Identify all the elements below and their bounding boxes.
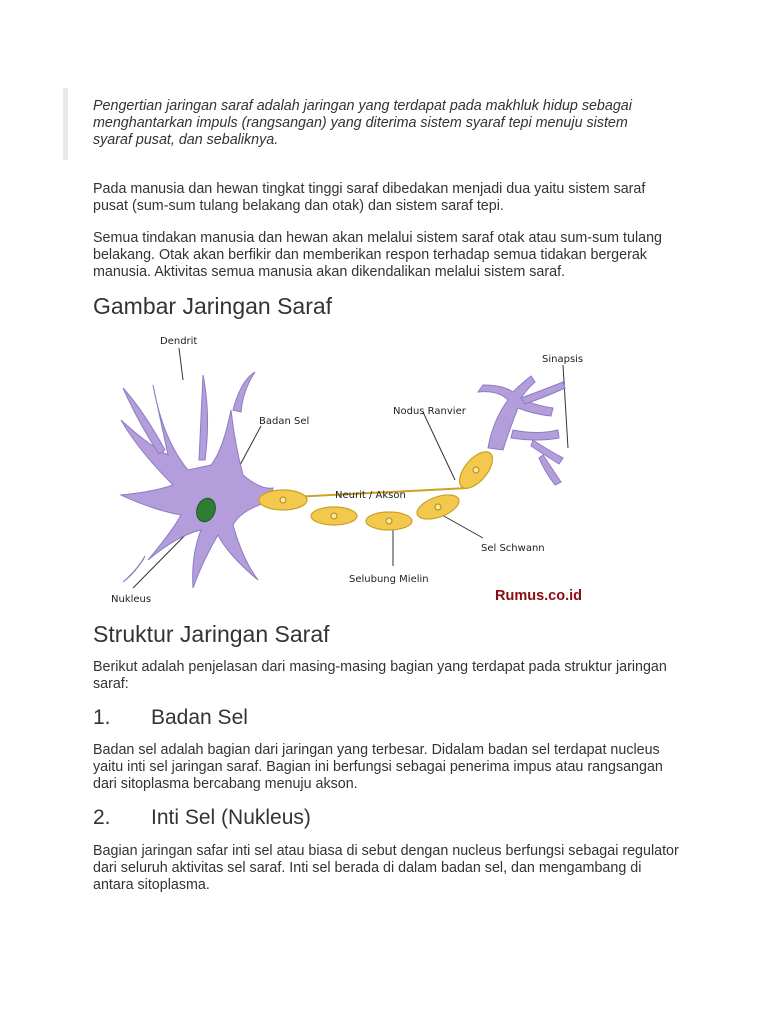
item-1-heading (93, 705, 248, 731)
structure-intro: Berikut adalah penjelasan dari masing-masing bagian yang terdapat pada struktur jaringan saraf: (93, 659, 667, 692)
neuron-diagram (93, 330, 633, 610)
figure-heading: Gambar Jaringan Saraf (93, 293, 333, 319)
blockquote-bar (63, 88, 68, 160)
label-dendrit: Dendrit (160, 336, 198, 347)
item-2-number: 2. (93, 806, 111, 829)
item-1-title: Badan Sel (151, 706, 248, 729)
synapse-terminals (478, 376, 565, 485)
watermark: Rumus.co.id (495, 588, 583, 604)
label-badan-sel: Badan Sel (259, 416, 310, 427)
label-nukleus: Nukleus (111, 594, 152, 605)
item-2-title: Inti Sel (Nukleus) (151, 806, 311, 829)
item-1-text: Badan sel adalah bagian dari jaringan yang terbesar. Didalam badan sel terdapat nucleus yaitu inti sel jaringan saraf. Bagian ini berfungsi sebagai penerima impus atau rangsangan dari sitoplasma bercabang menuju akson. (93, 742, 663, 792)
intro-quote: Pengertian jaringan saraf adalah jaringan yang terdapat pada makhluk hidup sebagai menghantarkan impuls (rangsangan) yang diterima sistem syaraf tepi menuju sistem syaraf pusat, dan sebaliknya. (93, 98, 632, 148)
structure-heading: Struktur Jaringan Saraf (93, 621, 330, 647)
item-2-text: Bagian jaringan safar inti sel atau biasa di sebut dengan nucleus berfungsi sebagai regulator dari seluruh aktivitas sel saraf. Inti sel berada di dalam badan sel, dan mengambang di antara sitoplasma. (93, 843, 679, 893)
paragraph-1: Pada manusia dan hewan tingkat tinggi saraf dibedakan menjadi dua yaitu sistem saraf pusat (sum-sum tulang belakang dan otak) dan sistem saraf tepi. (93, 181, 646, 214)
myelin-segments (259, 446, 499, 530)
label-sel-schwann: Sel Schwann (481, 543, 545, 554)
label-neurit-akson: Neurit / Akson (335, 490, 406, 501)
item-1-number: 1. (93, 706, 111, 729)
item-2-heading (93, 805, 311, 831)
label-selubung-mielin: Selubung Mielin (349, 574, 429, 585)
label-sinapsis: Sinapsis (542, 354, 584, 365)
neuron-cell-body (121, 372, 273, 588)
label-nodus-ranvier: Nodus Ranvier (393, 406, 466, 417)
paragraph-2: Semua tindakan manusia dan hewan akan melalui sistem saraf otak atau sum-sum tulang belakang. Otak akan berfikir dan memberikan respon terhadap semua tidakan bergerak manusia. Aktivitas semua manusia akan dikendalikan melalui sistem saraf. (93, 230, 663, 280)
